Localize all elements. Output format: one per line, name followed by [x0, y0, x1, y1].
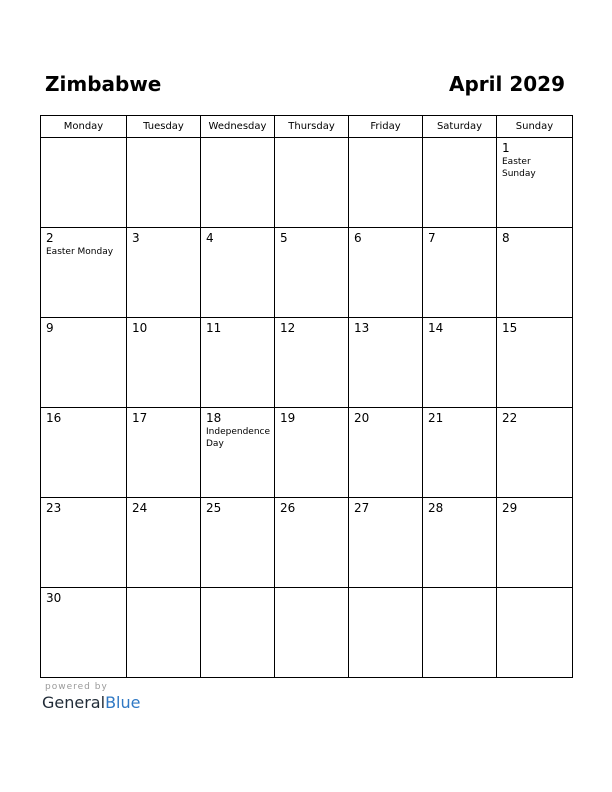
- weekday-header: Sunday: [497, 116, 573, 138]
- day-cell: [201, 588, 275, 678]
- day-number: 15: [502, 321, 518, 335]
- day-cell: [127, 498, 201, 588]
- day-cell: [423, 588, 497, 678]
- day-number: 8: [502, 231, 510, 245]
- day-cell: [201, 318, 275, 408]
- day-number: 19: [280, 411, 296, 425]
- day-number: 23: [46, 501, 62, 515]
- day-cell: [349, 138, 423, 228]
- calendar-body: [41, 138, 573, 678]
- week-row: [41, 408, 573, 498]
- day-cell: [127, 228, 201, 318]
- holiday-label: Easter Sunday: [502, 157, 536, 179]
- day-number: 29: [502, 501, 518, 515]
- day-cell: [275, 318, 349, 408]
- day-number: 21: [428, 411, 444, 425]
- day-number: 12: [280, 321, 296, 335]
- day-number: 16: [46, 411, 62, 425]
- country-title: Zimbabwe: [45, 72, 162, 96]
- day-cell: [41, 318, 127, 408]
- day-number: 3: [132, 231, 140, 245]
- day-cell: [41, 498, 127, 588]
- day-cell: [423, 318, 497, 408]
- day-number: 9: [46, 321, 54, 335]
- day-number: 7: [428, 231, 436, 245]
- weekday-header-row: [41, 116, 573, 138]
- day-number: 13: [354, 321, 370, 335]
- day-cell: [127, 408, 201, 498]
- weekday-header: Saturday: [423, 116, 497, 138]
- generalblue-logo: [42, 693, 140, 713]
- day-cell: [41, 408, 127, 498]
- holiday-label: Independence Day: [206, 427, 271, 449]
- day-number: 14: [428, 321, 444, 335]
- day-cell: [201, 138, 275, 228]
- day-cell: [423, 498, 497, 588]
- day-cell: [349, 408, 423, 498]
- day-cell: [201, 228, 275, 318]
- week-row: [41, 318, 573, 408]
- day-cell: [127, 588, 201, 678]
- weekday-header: Tuesday: [127, 116, 201, 138]
- day-cell: [349, 318, 423, 408]
- day-number: 28: [428, 501, 444, 515]
- week-row: [41, 228, 573, 318]
- day-number: 2: [46, 231, 54, 245]
- day-number: 1: [502, 141, 510, 155]
- powered-by-label: powered by: [45, 682, 108, 692]
- day-number: 20: [354, 411, 370, 425]
- month-year-title: April 2029: [449, 72, 565, 96]
- day-cell: [275, 228, 349, 318]
- holiday-label: Easter Monday: [46, 247, 114, 257]
- day-cell: [201, 408, 275, 498]
- day-cell: [423, 228, 497, 318]
- day-cell: [423, 138, 497, 228]
- day-cell: [275, 408, 349, 498]
- day-cell: [497, 408, 573, 498]
- day-number: 11: [206, 321, 222, 335]
- day-cell: [41, 228, 127, 318]
- day-cell: [497, 588, 573, 678]
- day-number: 10: [132, 321, 148, 335]
- day-cell: [423, 408, 497, 498]
- day-number: 18: [206, 411, 222, 425]
- day-cell: [349, 498, 423, 588]
- calendar-grid: [40, 115, 573, 678]
- weekday-header: Thursday: [275, 116, 349, 138]
- day-cell: [497, 138, 573, 228]
- day-number: 6: [354, 231, 362, 245]
- week-row: [41, 498, 573, 588]
- day-cell: [497, 318, 573, 408]
- weekday-header: Wednesday: [201, 116, 275, 138]
- weekday-header: Monday: [41, 116, 127, 138]
- day-cell: [41, 138, 127, 228]
- day-number: 17: [132, 411, 148, 425]
- day-number: 24: [132, 501, 148, 515]
- day-number: 22: [502, 411, 518, 425]
- day-number: 27: [354, 501, 370, 515]
- day-cell: [201, 498, 275, 588]
- day-cell: [275, 498, 349, 588]
- day-cell: [497, 228, 573, 318]
- day-cell: [275, 588, 349, 678]
- day-number: 26: [280, 501, 296, 515]
- week-row: [41, 138, 573, 228]
- day-cell: [497, 498, 573, 588]
- week-row: [41, 588, 573, 678]
- day-cell: [349, 588, 423, 678]
- day-number: 30: [46, 591, 62, 605]
- brand-general: General: [42, 693, 106, 712]
- day-cell: [127, 138, 201, 228]
- weekday-header: Friday: [349, 116, 423, 138]
- day-cell: [41, 588, 127, 678]
- day-cell: [349, 228, 423, 318]
- day-number: 25: [206, 501, 222, 515]
- brand-blue: Blue: [105, 693, 141, 712]
- day-cell: [275, 138, 349, 228]
- day-number: 5: [280, 231, 288, 245]
- day-number: 4: [206, 231, 214, 245]
- day-cell: [127, 318, 201, 408]
